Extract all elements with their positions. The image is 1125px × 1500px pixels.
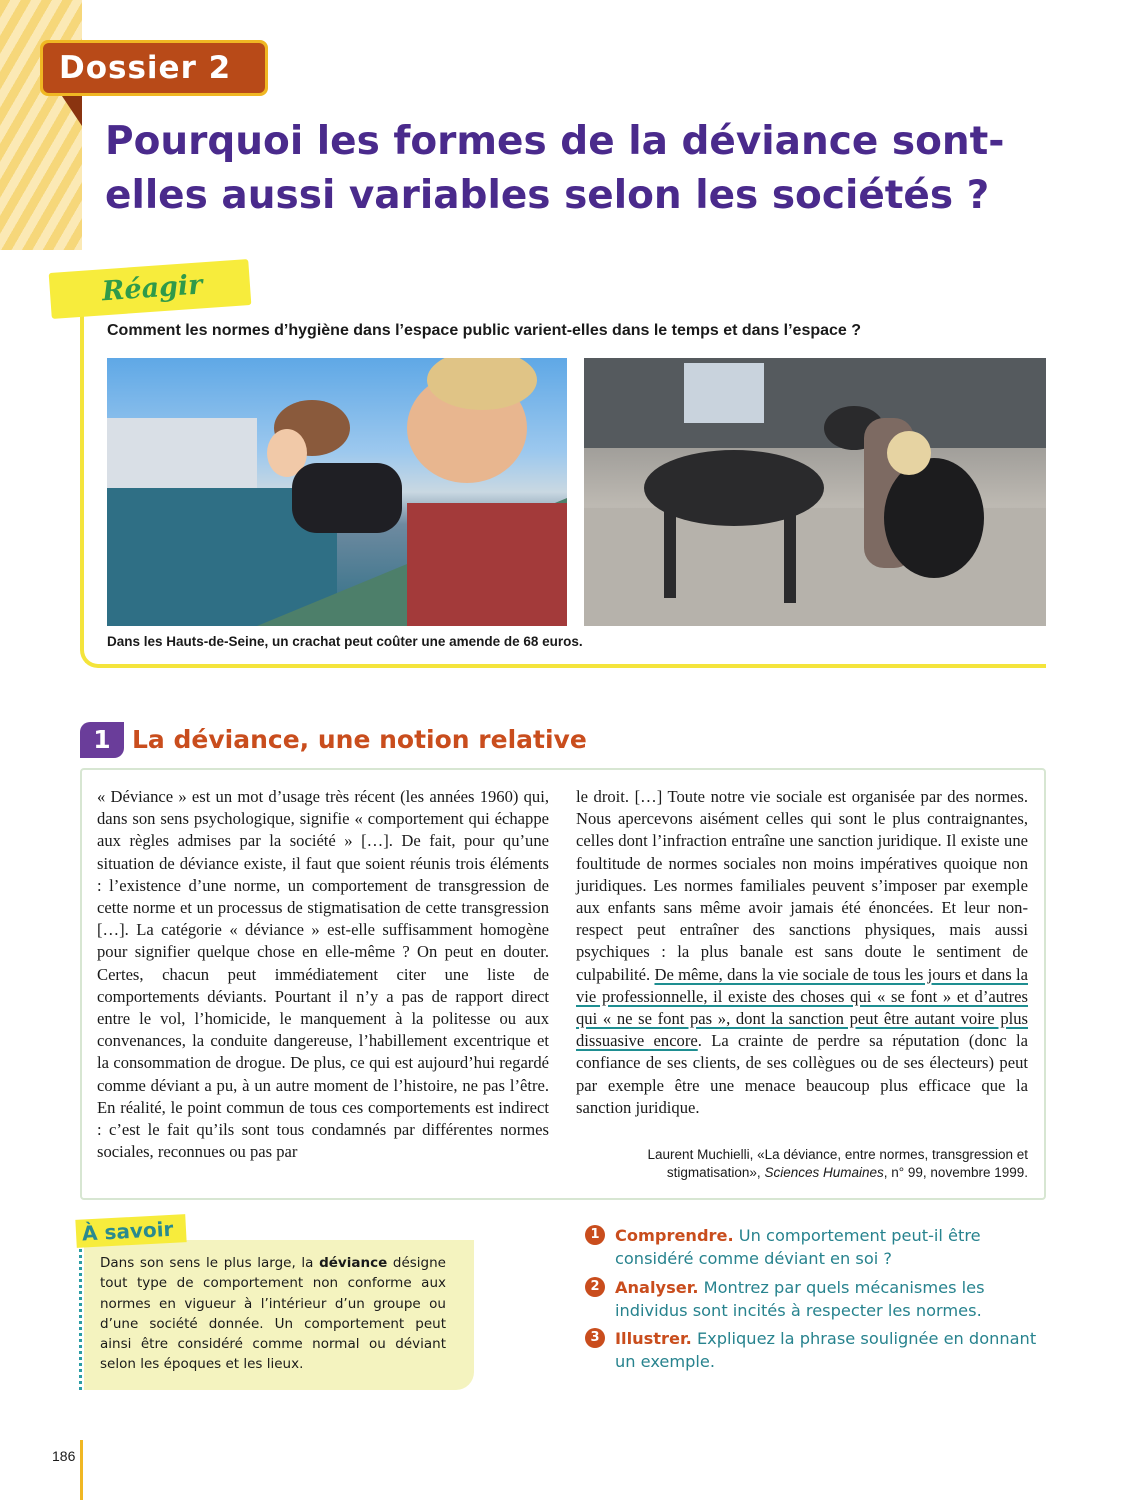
dossier-tab	[40, 40, 268, 96]
question-illustrer	[585, 1327, 1045, 1373]
a-savoir-text-end: désigne tout type de comportement non conforme aux normes en vigueur à l’intérieur d’un groupe ou d’une société donnée. Un comportement peut ainsi être considéré comme normal ou déviant selon les époques et les lieux.	[100, 1255, 446, 1373]
dossier-label: Dossier 2	[43, 43, 265, 93]
owner-hair	[887, 431, 931, 475]
a-savoir-tag: À savoir	[75, 1214, 186, 1248]
question-label: Analyser.	[615, 1278, 699, 1297]
question-analyser	[585, 1276, 1045, 1322]
a-savoir-dotted-rule	[79, 1244, 83, 1390]
page-number: 186	[52, 1448, 76, 1464]
photo-caption: Dans les Hauts-de-Seine, un crachat peut coûter une amende de 68 euros.	[107, 634, 583, 649]
a-savoir-text	[100, 1253, 446, 1375]
photo-dog-owner	[584, 358, 1046, 626]
building	[107, 418, 257, 488]
boy-shirt	[407, 503, 567, 626]
citation-author: Laurent Muchielli, «La déviance, entre normes, transgression et stigmatisation»,	[647, 1147, 1028, 1180]
question-text: Expliquez la phrase soulignée en donnant un exemple.	[615, 1329, 1037, 1371]
question-comprendre	[585, 1224, 1045, 1270]
a-savoir-text-start: Dans son sens le plus large, la	[100, 1255, 320, 1271]
citation-reference: , n° 99, novembre 1999.	[883, 1165, 1028, 1180]
text-right-part1: le droit. […] Toute notre vie sociale est organisée par des normes. Nous apercevons aisément celles qui sont le plus contraignantes, celles dont l’infraction entraîne une sanction juridique. Il existe une foultitude de normes sociales non moins impératives quoique non juridiques. Les normes familiales peuvent s’imposer par exemple aux enfants sans même avoir jamais été énoncées. Et leur non-respect peut entraîner des sanctions physiques, mais aussi psychiques : la plus banale est sans doute le sentiment de culpabilité.	[576, 787, 1028, 984]
a-savoir-term: déviance	[319, 1255, 388, 1271]
question-number: 1	[585, 1225, 605, 1245]
document-text-left-column: « Déviance » est un mot d’usage très récent (les années 1960) qui, dans son sens psychologique, signifie « comportement qui échappe aux règles admises par la société » […]. De fait, pour qu’une situation de déviance existe, il faut que soient réunis trois éléments : l’existence d’une norme, un comportement de transgression de cette norme et un processus de stigmatisation de cette transgression […]. La catégorie « déviance » est-elle suffisamment homogène pour signifier quelque chose en elle-même ? On peut en douter. Certes, chacun peut immédiatement citer une liste de comportements déviants. Pourtant il n’y a pas de rapport direct entre le vol, l’homicide, le manquement à la politesse ou aux convenances, la conduite dangereuse, l’habillement excentrique et la consommation de drogue. De plus, ce qui est aujourd’hui regardé comme déviant a pu, à un autre moment de l’histoire, ne pas l’être. En réalité, le point commun de tous ces comportements est indirect : c’est le fait qu’ils sont tous condamnés par différentes normes sociales, reconnues ou pas par	[97, 787, 549, 1162]
dog-leg	[784, 508, 796, 603]
text-right-part2: . La crainte de perdre sa réputation (donc la confiance de ses clients, de ses collègues ou de ses électeurs) peut par exemple être une menace beaucoup plus efficace que la sanction juridique.	[576, 1031, 1028, 1117]
girl-shirt	[292, 463, 402, 533]
storefront	[584, 358, 1046, 448]
section-number: 1	[80, 722, 124, 758]
page-title: Pourquoi les formes de la déviance sont-elles aussi variables selon les sociétés ?	[105, 119, 1005, 218]
photo-dog-illustration	[584, 358, 1046, 626]
photo-spitting-illustration	[107, 358, 567, 626]
citation-journal: Sciences Humaines	[764, 1165, 884, 1180]
source-citation	[576, 1146, 1028, 1182]
page-rule	[80, 1440, 83, 1500]
question-text: Un comportement peut-il être considéré comme déviant en soi ?	[615, 1226, 981, 1268]
photo-spitting-from-bridge	[107, 358, 567, 626]
question-label: Illustrer.	[615, 1329, 692, 1348]
question-label: Comprendre.	[615, 1226, 734, 1245]
dossier-tab-fold	[62, 96, 82, 126]
reagir-question: Comment les normes d’hygiène dans l’espace public varient-elles dans le temps et dans l’espace ?	[107, 322, 862, 339]
owner-body	[884, 458, 984, 578]
dog-leg	[664, 508, 676, 598]
document-text-right-column	[576, 786, 1028, 1119]
reagir-badge: Réagir	[49, 259, 252, 319]
section-title: La déviance, une notion relative	[132, 725, 587, 754]
shop-poster	[684, 363, 764, 423]
underlined-sentence: De même, dans la vie sociale de tous les jours et dans la vie professionnelle, il existe des choses qui « se font » et d’autres qui « ne se font pas », dont la sanction peut être autant voire plus dissuasive encore	[576, 964, 1028, 1051]
question-text: Montrez par quels mécanismes les individus sont incités à respecter les normes.	[615, 1278, 985, 1320]
question-number: 3	[585, 1328, 605, 1348]
question-number: 2	[585, 1277, 605, 1297]
